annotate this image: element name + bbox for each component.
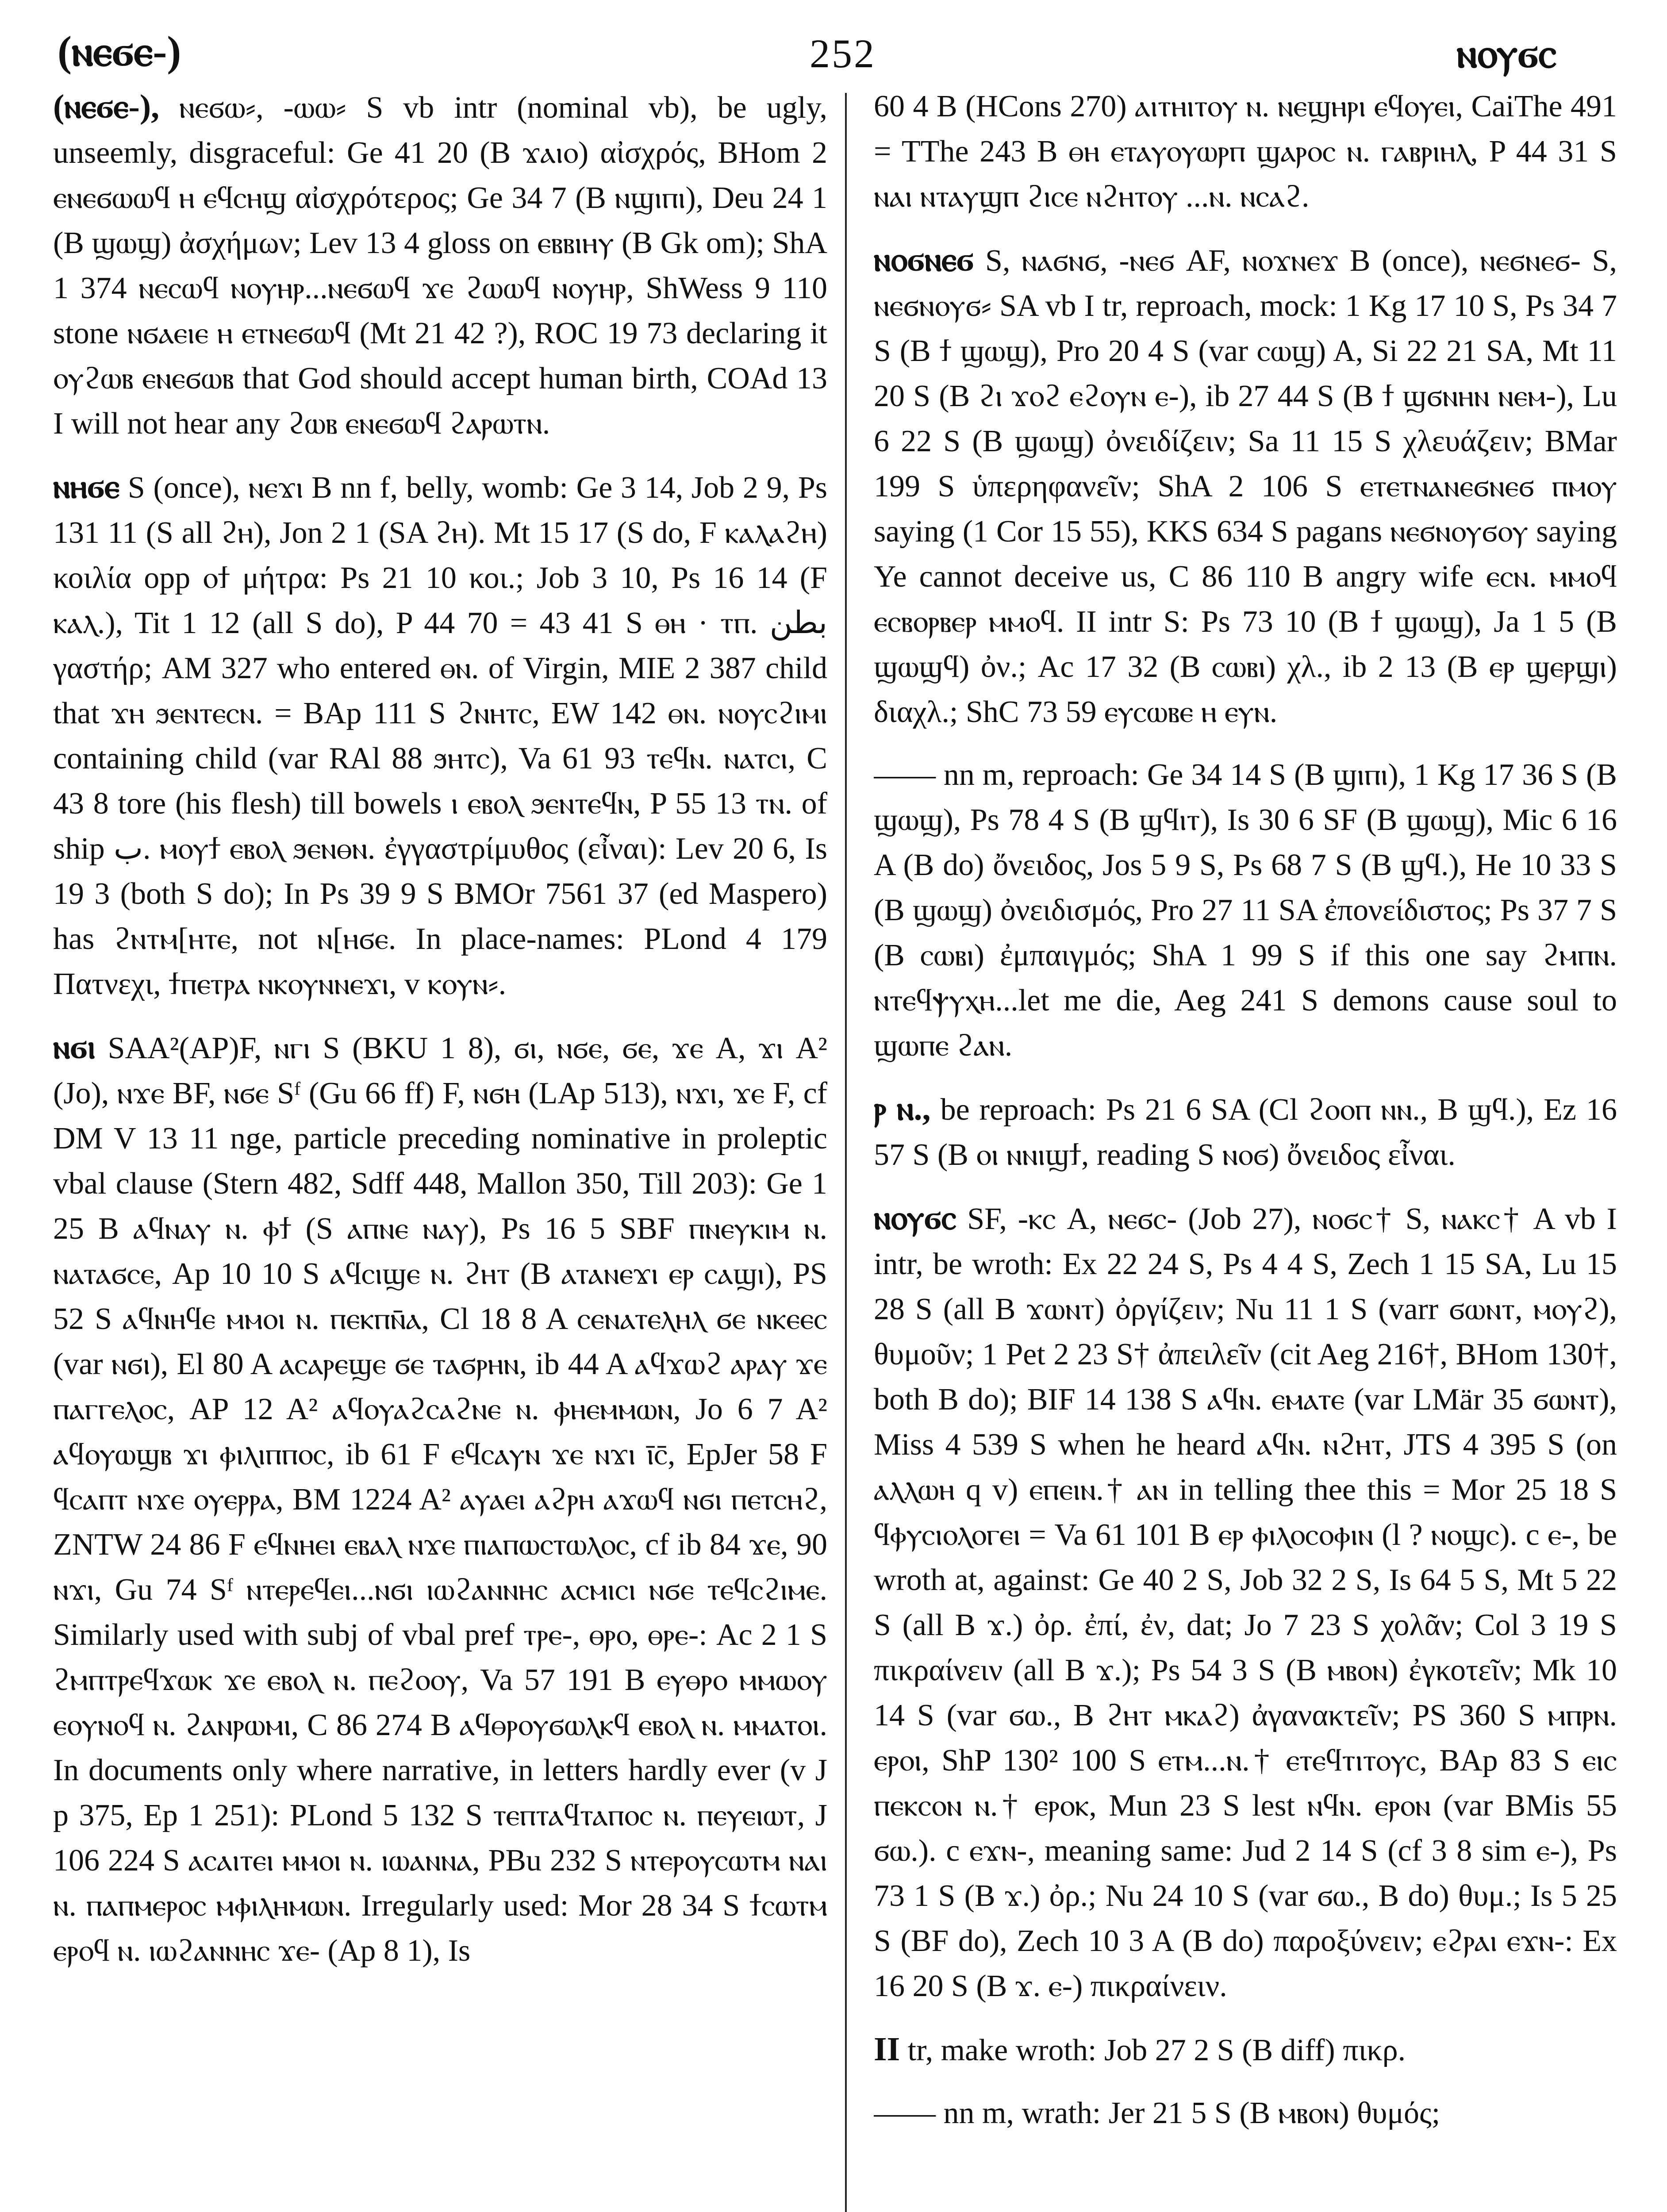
left-column: [53, 84, 827, 2212]
right-column: [874, 84, 1617, 2212]
headword: ⲛϭⲓ: [53, 1029, 96, 1066]
subentry-wrath: [874, 2091, 1617, 2136]
entry-nognog: [874, 237, 1617, 735]
entry-text: SF, -ⲕⲥ A, ⲛⲉϭⲥ- (Job 27), ⲛⲟϭⲥ† S, ⲛⲁⲕⲥ† A vb I intr, be wroth: Ex 22 24 S, Ps 4 4 S, Zech 1 15 SA, Lu 15 28 S (all B ϫⲱⲛⲧ) ὀργίζειν; Nu 11 1 S (varr ϭⲱⲛⲧ, ⲙⲟⲩϩ), θυμοῦν; 1 Pet 2 23 S† ἀπειλεῖν (cit Aeg 216†, BHom 130†, both B do); BIF 14 138 S ⲁϥⲛ. ⲉⲙⲁⲧⲉ (var LMär 35 ϭⲱⲛⲧ), Miss 4 539 S when he heard ⲁϥⲛ. ⲛϩⲏⲧ, JTS 4 395 S (on ⲁⲗⲗⲱⲏ q v) ⲉⲡⲉⲓⲛ.† ⲁⲛ in telling thee this = Mor 25 18 S ϥⲫⲩⲥⲓⲟⲗⲟⲅⲉⲓ = Va 61 101 B ⲉⲣ ⲫⲓⲗⲟⲥⲟⲫⲓⲛ (l ? ⲛⲟϣⲥ). c ⲉ-, be wroth at, against: Ge 40 2 S, Job 32 2 S, Is 64 5 S, Mt 5 22 S (all B ϫ.) ὀρ. ἐπί, ἐν, dat; Jo 7 23 S χολᾶν; Col 3 19 S πικραίνειν (all B ϫ.); Ps 54 3 S (B ⲙⲃⲟⲛ) ἐγκοτεῖν; Mk 10 14 S (var ϭⲱ., B ϩⲏⲧ ⲙⲕⲁϩ) ἀγανακτεῖν; PS 360 S ⲙⲡⲣⲛ. ⲉⲣⲟⲓ, ShP 130² 100 S ⲉⲧⲙ...ⲛ.† ⲉⲧⲉϥⲧⲓⲧⲟⲩⲥ, BAp 83 S ⲉⲓⲥ ⲡⲉⲕⲥⲟⲛ ⲛ.† ⲉⲣⲟⲕ, Mun 23 S lest ⲛϥⲛ. ⲉⲣⲟⲛ (var BMis 55 ϭⲱ.). c ⲉϫⲛ-, meaning same: Jud 2 14 S (cf 3 8 sim ⲉ-), Ps 73 1 S (B ϫ.) ὀρ.; Nu 24 10 S (var ϭⲱ., B do) θυμ.; Is 5 25 S (BF do), Zech 10 3 A (B do) παροξύνειν; ⲉϩⲣⲁⲓ ⲉϫⲛ-: Ex 16 20 S (B ϫ. ⲉ-) πικραίνειν.: [874, 1202, 1617, 2003]
entry-nougs: [874, 1195, 1617, 2009]
page-header: [58, 18, 1609, 84]
subentry-make-wroth: [874, 2027, 1617, 2073]
entry-text: be reproach: Ps 21 6 SA (Cl ϩⲟⲟⲡ ⲛⲛ., B ϣϥ.), Ez 16 57 S (B ⲟⲓ ⲛⲛⲓϣϯ, reading S ⲛⲟϭ) ὄνειδος εἶναι.: [874, 1093, 1617, 1172]
headword: ⲣ ⲛ.,: [874, 1090, 931, 1127]
entry-text: S (once), ⲛⲉϫⲓ B nn f, belly, womb: Ge 3 14, Job 2 9, Ps 131 11 (S all ϩⲏ), Jon 2 1 (SA ϩⲏ). Mt 15 17 (S do, F ⲕⲁⲗⲁϩⲏ) κοιλία opp ⲟϯ μήτρα: Ps 21 10 κοι.; Job 3 10, Ps 16 14 (F ⲕⲁⲗ.), Tit 1 12 (all S do), P 44 70 = 43 41 S ⲑⲏ · ⲧⲡ. بطن γαστήρ; AM 327 who entered ⲑⲛ. of Virgin, MIE 2 387 child that ϫⲏ ϧⲉⲛⲧⲉⲥⲛ. = BAp 111 S ϩⲛⲏⲧⲥ, EW 142 ⲑⲛ. ⲛⲟⲩⲥϩⲓⲙⲓ containing child (var RAl 88 ϧⲏⲧⲥ), Va 61 93 ⲧⲉϥⲛ. ⲛⲁⲧⲥⲓ, C 43 8 tore (his flesh) till bowels ⲓ ⲉⲃⲟⲗ ϧⲉⲛⲧⲉϥⲛ, P 55 13 ⲧⲛ. of ship ب. ⲙⲟⲩϯ ⲉⲃⲟⲗ ϧⲉⲛⲑⲛ. ἐγγαστρίμυθος (εἶναι): Lev 20 6, Is 19 3 (both S do); In Ps 39 9 S BMOr 7561 37 (ed Maspero) has ϩⲛⲧⲙ[ⲏⲧⲉ, not ⲛ[ⲏϭⲉ. In place-names: PLond 4 179 Πατνεχι, ϯⲡⲉⲧⲣⲁ ⲛⲕⲟⲩⲛⲛⲉϫⲓ, v ⲕⲟⲩⲛ⸗.: [53, 471, 827, 1001]
subentry-be-reproach: [874, 1086, 1617, 1178]
entry-text: SAA²(AP)F, ⲛⲅⲓ S (BKU 1 8), ϭⲓ, ⲛϭⲉ, ϭⲉ, ϫⲉ A, ϫⲓ A² (Jo), ⲛϫⲉ BF, ⲛϭⲉ Sᶠ (Gu 66 ff) F, ⲛϭⲏ (LAp 513), ⲛϫⲓ, ϫⲉ F, cf DM V 13 11 nge, particle preceding nominative in proleptic vbal clause (Stern 482, Sdff 448, Mallon 350, Till 203): Ge 1 25 B ⲁϥⲛⲁⲩ ⲛ. ⲫϯ (S ⲁⲡⲛⲉ ⲛⲁⲩ), Ps 16 5 SBF ⲡⲛⲉⲩⲕⲓⲙ ⲛ. ⲛⲁⲧⲁϭⲥⲉ, Ap 10 10 S ⲁϥⲥⲓϣⲉ ⲛ. ϩⲏⲧ (B ⲁⲧⲁⲛⲉϫⲓ ⲉⲣ ⲥⲁϣⲓ), PS 52 S ⲁϥⲛⲏϥⲉ ⲙⲙⲟⲓ ⲛ. ⲡⲉⲕⲡⲛ̄ⲁ, Cl 18 8 A ⲥⲉⲛⲁⲧⲉⲗⲏⲗ ϭⲉ ⲛⲕⲉⲉⲥ (var ⲛϭⲓ), El 80 A ⲁⲥⲁⲣⲉϣⲉ ϭⲉ ⲧⲁϭⲣⲏⲛ, ib 44 A ⲁϥϫⲱϩ ⲁⲣⲁⲩ ϫⲉ ⲡⲁⲅⲅⲉⲗⲟⲥ, AP 12 A² ⲁϥⲟⲩⲁϩⲥⲁϩⲛⲉ ⲛ. ⲫⲏⲉⲙⲙⲱⲛ, Jo 6 7 A² ⲁϥⲟⲩⲱϣⲃ ϫⲓ ⲫⲓⲗⲓⲡⲡⲟⲥ, ib 61 F ⲉϥⲥⲁⲩⲛ ϫⲉ ⲛϫⲓ ⲓ̄ⲥ̄, EpJer 58 F ϥⲥⲁⲡⲧ ⲛϫⲉ ⲟⲩⲉⲣⲣⲁ, BM 1224 A² ⲁⲩⲁⲉⲓ ⲁϩⲣⲏ ⲁϫⲱϥ ⲛϭⲓ ⲡⲉⲧⲥⲏϩ, ZNTW 24 86 F ⲉϥⲛⲏⲉⲓ ⲉⲃⲁⲗ ⲛϫⲉ ⲡⲓⲁⲡⲱⲥⲧⲱⲗⲟⲥ, cf ib 84 ϫⲉ, 90 ⲛϫⲓ, Gu 74 Sᶠ ⲛⲧⲉⲣⲉϥⲉⲓ...ⲛϭⲓ ⲓⲱϩⲁⲛⲛⲏⲥ ⲁⲥⲙⲓⲥⲓ ⲛϭⲉ ⲧⲉϥⲥϩⲓⲙⲉ. Similarly used with subj of vbal pref ⲧⲣⲉ-, ⲑⲣⲟ, ⲑⲣⲉ-: Ac 2 1 S ϩⲙⲡⲧⲣⲉϥϫⲱⲕ ϫⲉ ⲉⲃⲟⲗ ⲛ. ⲡⲉϩⲟⲟⲩ, Va 57 191 B ⲉⲩⲑⲣⲟ ⲙⲙⲱⲟⲩ ⲉⲟⲩⲛⲟϥ ⲛ. ϩⲁⲛⲣⲱⲙⲓ, C 86 274 B ⲁϥⲑⲣⲟⲩϭⲱⲗⲕϥ ⲉⲃⲟⲗ ⲛ. ⲙⲙⲁⲧⲟⲓ. In documents only where narrative, in letters hardly ever (v J p 375, Ep 1 251): PLond 5 132 S ⲧⲉⲡⲧⲁϥⲧⲁⲡⲟⲥ ⲛ. ⲡⲉⲩⲉⲓⲱⲧ, J 106 224 S ⲁⲥⲁⲓⲧⲉⲓ ⲙⲙⲟⲓ ⲛ. ⲓⲱⲁⲛⲛⲁ, PBu 232 S ⲛⲧⲉⲣⲟⲩⲥⲱⲧⲙ ⲛⲁⲓ ⲛ. ⲡⲁⲡⲙⲉⲣⲟⲥ ⲙⲫⲓⲗⲏⲙⲱⲛ. Irregularly used: Mor 28 34 S ϯⲥⲱⲧⲙ ⲉⲣⲟϥ ⲛ. ⲓⲱϩⲁⲛⲛⲏⲥ ϫⲉ- (Ap 8 1), Is: [53, 1031, 827, 1968]
entry-ngi: [53, 1025, 827, 1974]
entry-text: tr, make wroth: Job 27 2 S (B diff) πικρ.: [907, 2033, 1406, 2067]
entry-text: S, ⲛⲁϭⲛϭ, -ⲛⲉϭ AF, ⲛⲟϫⲛⲉϫ B (once), ⲛⲉϭⲛⲉϭ- S, ⲛⲉϭⲛⲟⲩϭ⸗ SA vb I tr, reproach, mock: 1 Kg 17 10 S, Ps 34 7 S (B ϯ ϣⲱϣ), Pro 20 4 S (var ⲥⲱϣ) A, Si 22 21 SA, Mt 11 20 S (B ϩⲓ ϫⲟϩ ⲉϩⲟⲩⲛ ⲉ-), ib 27 44 S (B ϯ ϣϭⲛⲏⲛ ⲛⲉⲙ-), Lu 6 22 S (B ϣⲱϣ) ὀνειδίζειν; Sa 11 15 S χλευάζειν; BMar 199 S ὑπερηφανεῖν; ShA 2 106 S ⲉⲧⲉⲧⲛⲁⲛⲉϭⲛⲉϭ ⲡⲙⲟⲩ saying (1 Cor 15 55), KKS 634 S pagans ⲛⲉϭⲛⲟⲩϭⲟⲩ saying Ye cannot deceive us, C 86 110 B angry wife ⲉⲥⲛ. ⲙⲙⲟϥ ⲉⲥⲃⲟⲣⲃⲉⲣ ⲙⲙⲟϥ. II intr S: Ps 73 10 (B ϯ ϣⲱϣ), Ja 1 5 (B ϣⲱϣϥ) ὀν.; Ac 17 32 (B ⲥⲱⲃⲓ) χλ., ib 2 13 (B ⲉⲣ ϣⲉⲣϣⲓ) διαχλ.; ShC 73 59 ⲉⲩⲥⲱⲃⲉ ⲏ ⲉⲩⲛ.: [874, 244, 1617, 729]
headword: ⲛⲟϭⲛⲉϭ: [874, 241, 974, 278]
entry-nhge: [53, 464, 827, 1007]
running-head-left: (ⲛⲉϭⲉ-): [58, 27, 181, 75]
column-divider: [845, 93, 847, 2212]
running-head-right: ⲛⲟⲩϭⲥ: [1456, 31, 1556, 76]
dash: ——: [874, 2096, 936, 2130]
sense-number: II: [874, 2031, 900, 2068]
entry-text: nn m, reproach: Ge 34 14 S (B ϣⲓⲡⲓ), 1 Kg 17 36 S (B ϣⲱϣ), Ps 78 4 S (B ϣϥⲓⲧ), Is 30 6 SF (B ϣⲱϣ), Mic 6 16 A (B do) ὄνειδος, Jos 5 9 S, Ps 68 7 S (B ϣϥ.), He 10 33 S (B ϣⲱϣ) ὀνειδισμός, Pro 27 11 SA ἐπονείδιστος; Ps 37 7 S (B ⲥⲱⲃⲓ) ἐμπαιγμός; ShA 1 99 S if this one say ϩⲙⲡⲛ. ⲛⲧⲉϥⲯⲩⲭⲏ...let me die, Aeg 241 S demons cause soul to ϣⲱⲡⲉ ϩⲁⲛ.: [874, 758, 1617, 1063]
entry-nege: [53, 84, 827, 446]
entry-text: nn m, wrath: Jer 21 5 S (B ⲙⲃⲟⲛ) θυμός;: [943, 2096, 1440, 2130]
entry-text: ⲛⲉϭⲱ⸗, -ⲱⲱ⸗ S vb intr (nominal vb), be ugly, unseemly, disgraceful: Ge 41 20 (B ϫⲁⲓⲟ) αἰσχρός, BHom 2 ⲉⲛⲉϭⲱⲱϥ ⲏ ⲉϥⲥⲏϣ αἰσχρότερος; Ge 34 7 (B ⲛϣⲓⲡⲓ), Deu 24 1 (B ϣⲱϣ) ἀσχήμων; Lev 13 4 gloss on ⲉⲃⲃⲓⲏⲩ (B Gk om); ShA 1 374 ⲛⲉⲥⲱϥ ⲛⲟⲩⲏⲣ...ⲛⲉϭⲱϥ ϫⲉ ϩⲱⲱϥ ⲛⲟⲩⲏⲣ, ShWess 9 110 stone ⲛϭⲁⲉⲓⲉ ⲏ ⲉⲧⲛⲉϭⲱϥ (Mt 21 42 ?), ROC 19 73 declaring it ⲟⲩϩⲱⲃ ⲉⲛⲉϭⲱⲃ that God should accept human birth, COAd 13 I will not hear any ϩⲱⲃ ⲉⲛⲉϭⲱϥ ϩⲁⲣⲱⲧⲛ.: [53, 91, 827, 441]
page-number: 252: [810, 31, 876, 76]
subentry-reproach: [874, 753, 1617, 1068]
continuation-text: 60 4 B (HCons 270) ⲁⲓⲧⲏⲓⲧⲟⲩ ⲛ. ⲛⲉϣⲏⲣⲓ ⲉϥⲟⲩⲉⲓ, CaiThe 491 = TThe 243 B ⲑⲏ ⲉⲧⲁⲩⲟⲩⲱⲣⲡ ϣⲁⲣⲟⲥ ⲛ. ⲅⲁⲃⲣⲓⲏⲗ, P 44 31 S ⲛⲁⲓ ⲛⲧⲁⲩϣⲡ ϩⲓⲥⲉ ⲛϩⲏⲧⲟⲩ ...ⲛ. ⲛⲥⲁϩ.: [874, 89, 1617, 214]
headword: ⲛⲏϭⲉ: [53, 468, 120, 505]
dash: ——: [874, 758, 936, 792]
headword: ⲛⲟⲩϭⲥ: [874, 1199, 956, 1237]
headword: (ⲛⲉϭⲉ-),: [53, 88, 160, 125]
